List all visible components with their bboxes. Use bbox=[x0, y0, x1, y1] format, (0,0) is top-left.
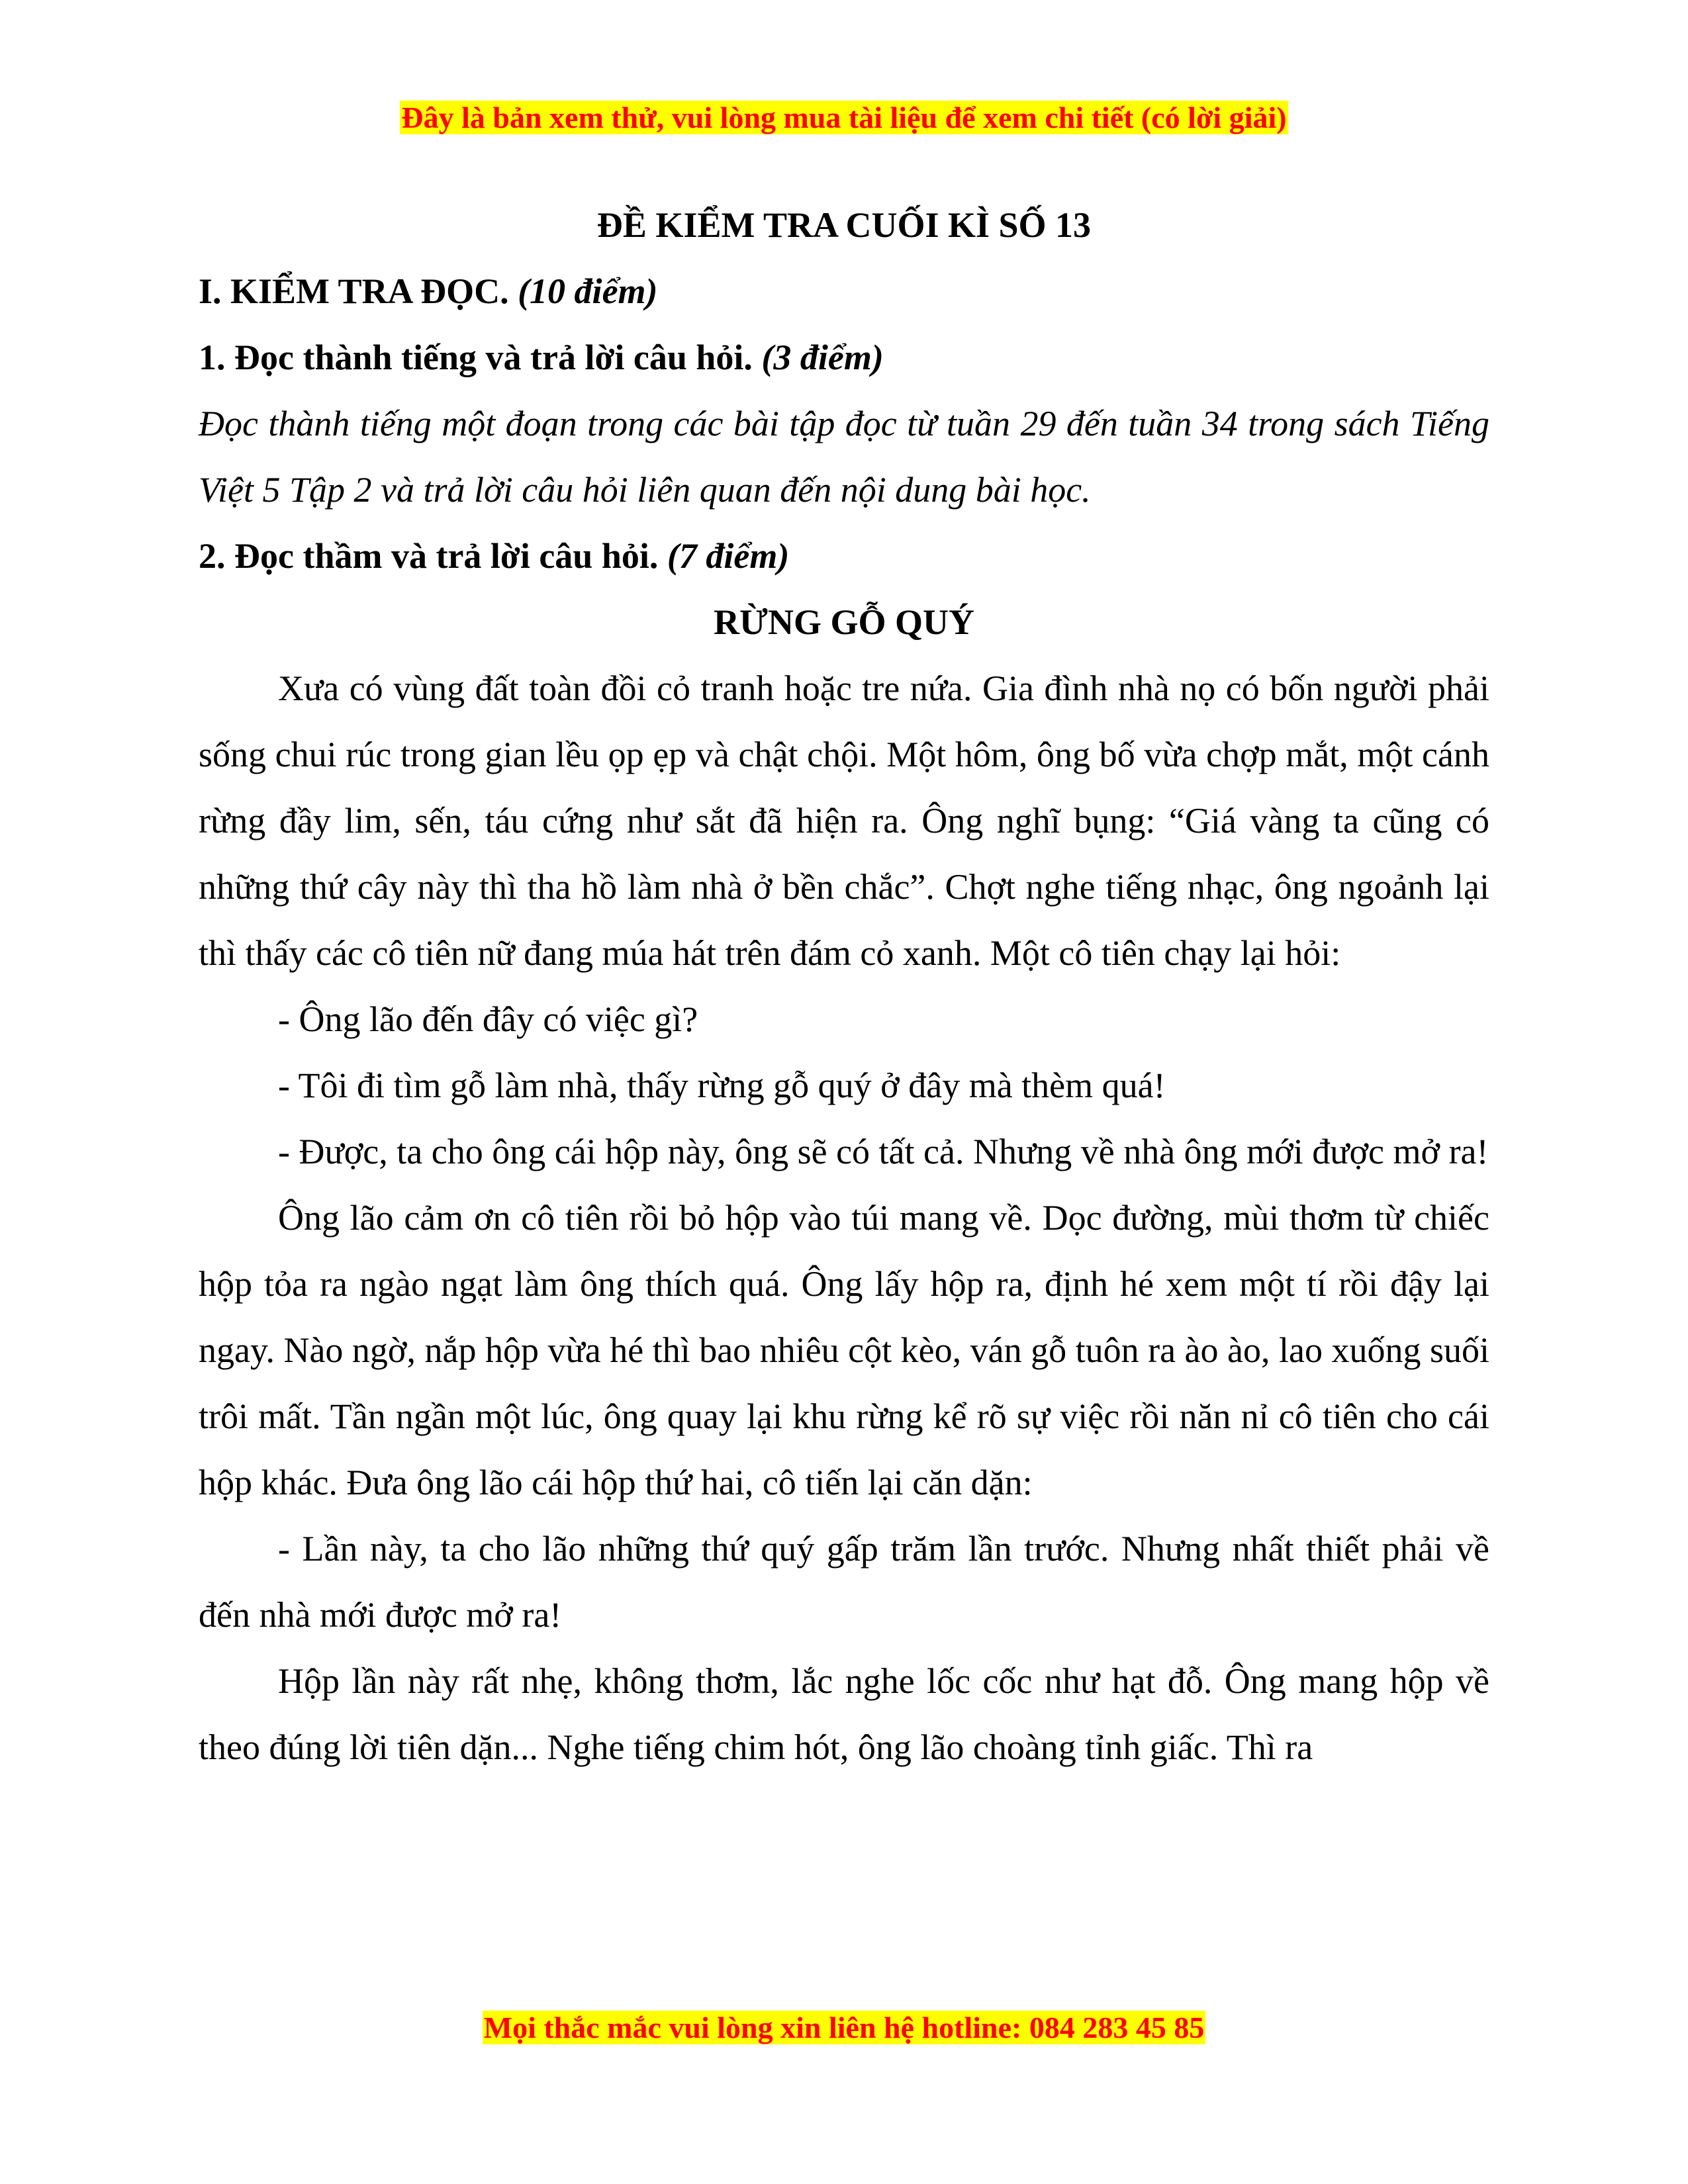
story-paragraph: Ông lão cảm ơn cô tiên rồi bỏ hộp vào túi mang về. Dọc đường, mùi thơm từ chiếc hộp tỏa ra ngào ngạt làm ông thích quá. Ông lấy hộp ra, định hé xem một tí rồi đậy lại ngay. Nào ngờ, nắp hộp vừa hé thì bao nhiêu cột kèo, ván gỗ tuôn ra ào ào, lao xuống suối trôi mất. Tần ngần một lúc, ông quay lại khu rừng kể rõ sự việc rồi năn nỉ cô tiên cho cái hộp khác. Đưa ông lão cái hộp thứ hai, cô tiến lại căn dặn: bbox=[199, 1198, 1489, 1502]
story-paragraph: Hộp lần này rất nhẹ, không thơm, lắc nghe lốc cốc như hạt đỗ. Ông mang hộp về theo đúng lời tiên dặn... Nghe tiếng chim hót, ông lão choàng tỉnh giấc. Thì ra bbox=[199, 1661, 1489, 1767]
part2-label: 2. Đọc thầm và trả lời câu hỏi. bbox=[199, 536, 659, 576]
part1-instruction: Đọc thành tiếng một đoạn trong các bài tập đọc từ tuần 29 đến tuần 34 trong sách Tiếng Việt 5 Tập 2 và trả lời câu hỏi liên quan đến nội dung bài học. bbox=[199, 404, 1489, 510]
story-paragraph: Xưa có vùng đất toàn đồi cỏ tranh hoặc tre nứa. Gia đình nhà nọ có bốn người phải sống chui rúc trong gian lều ọp ẹp và chật chội. Một hôm, ông bố vừa chợp mắt, một cánh rừng đầy lim, sến, táu cứng như sắt đã hiện ra. Ông nghĩ bụng: “Giá vàng ta cũng có những thứ cây này thì tha hồ làm nhà ở bền chắc”. Chợt nghe tiếng nhạc, ông ngoảnh lại thì thấy các cô tiên nữ đang múa hát trên đám cỏ xanh. Một cô tiên chạy lại hỏi: bbox=[199, 668, 1489, 973]
story-dialogue: - Ông lão đến đây có việc gì? bbox=[278, 999, 698, 1039]
part1-heading bbox=[199, 324, 1489, 390]
preview-notice-text: Đây là bản xem thử, vui lòng mua tài liệu để xem chi tiết (có lời giải) bbox=[401, 101, 1287, 134]
hotline-notice-text: Mọi thắc mắc vui lòng xin liên hệ hotline: 084 283 45 85 bbox=[483, 2011, 1205, 2044]
exam-title: ĐỀ KIỂM TRA CUỐI KÌ SỐ 13 bbox=[596, 205, 1092, 245]
part2-heading bbox=[199, 523, 1489, 589]
document-body bbox=[199, 192, 1489, 1780]
section-points: (10 điểm) bbox=[518, 271, 658, 311]
part1-label: 1. Đọc thành tiếng và trả lời câu hỏi. bbox=[199, 338, 753, 377]
section-label: I. KIỂM TRA ĐỌC. bbox=[199, 271, 509, 311]
story-dialogue: - Tôi đi tìm gỗ làm nhà, thấy rừng gỗ quý ở đây mà thèm quá! bbox=[278, 1066, 1166, 1105]
story-title: RỪNG GỖ QUÝ bbox=[714, 602, 974, 642]
hotline-notice bbox=[0, 2009, 1688, 2046]
story-dialogue: - Được, ta cho ông cái hộp này, ông sẽ có tất cả. Nhưng về nhà ông mới được mở ra! bbox=[278, 1132, 1489, 1171]
preview-notice bbox=[0, 99, 1688, 136]
part2-points: (7 điểm) bbox=[667, 536, 790, 576]
part1-points: (3 điểm) bbox=[761, 338, 884, 377]
story-dialogue: - Lần này, ta cho lão những thứ quý gấp trăm lần trước. Nhưng nhất thiết phải về đến nhà mới được mở ra! bbox=[199, 1529, 1489, 1635]
section-heading-reading bbox=[199, 258, 1489, 324]
